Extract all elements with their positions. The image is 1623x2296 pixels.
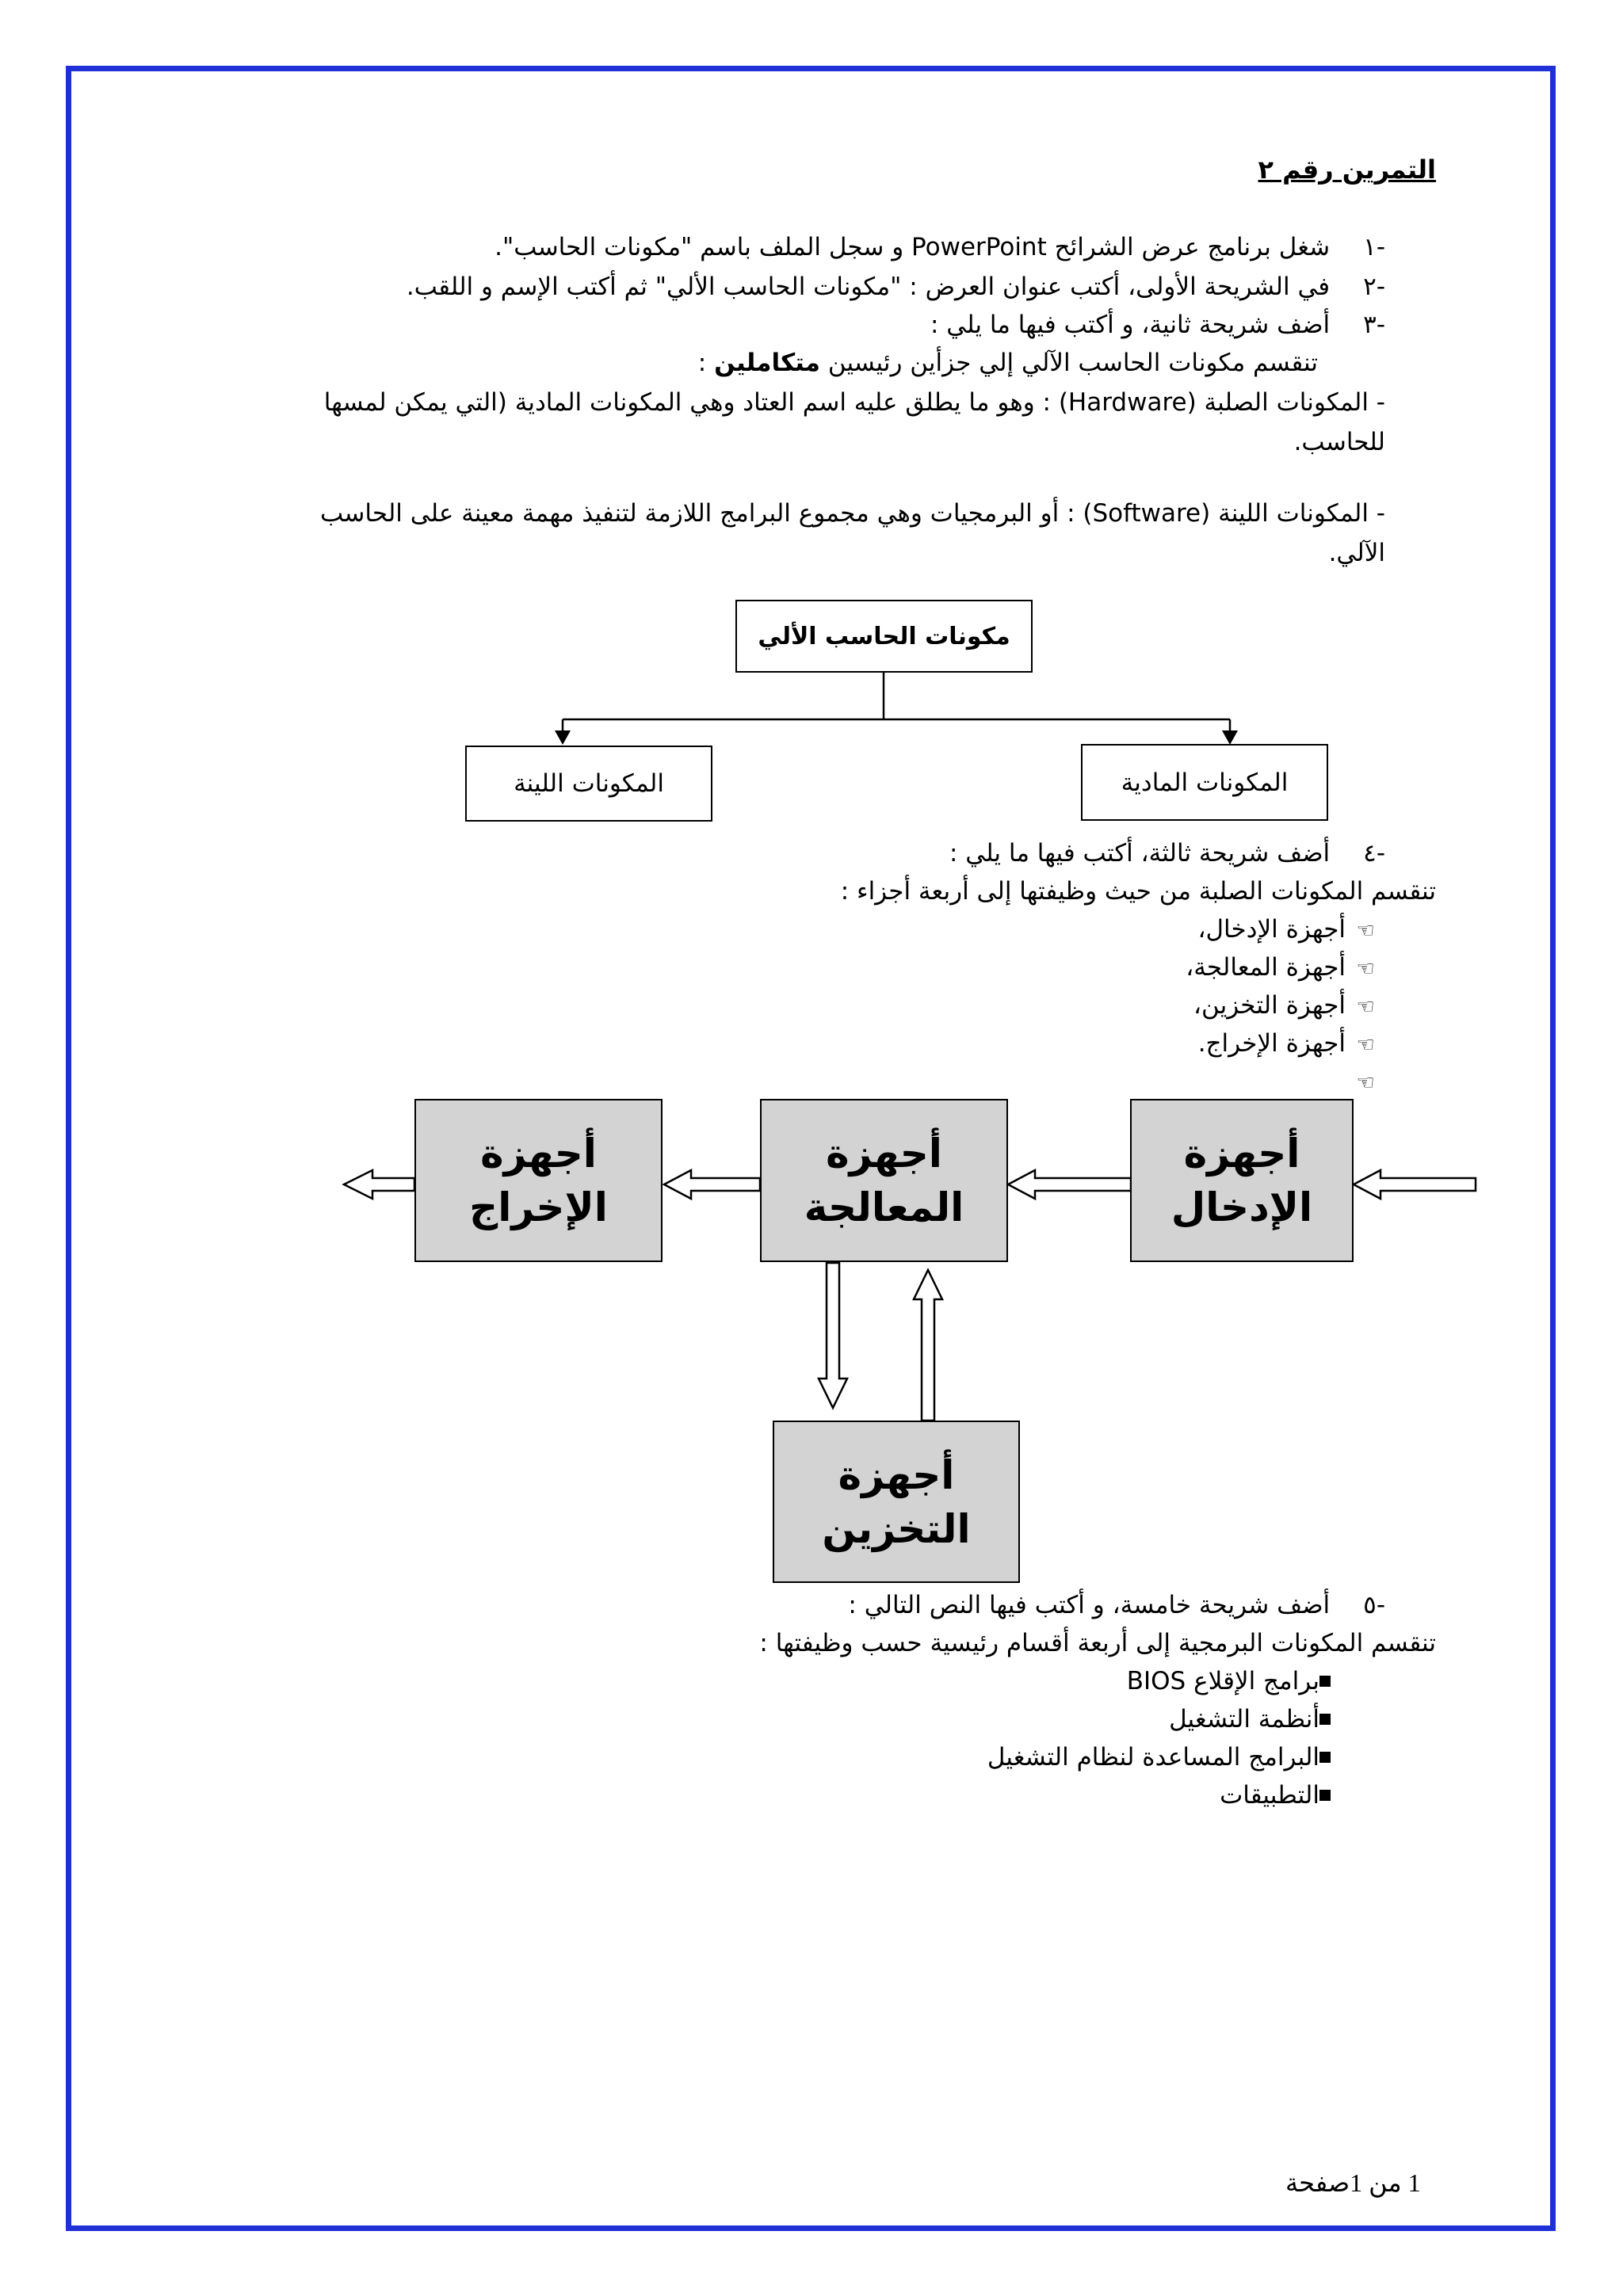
step-number: -٥ <box>1363 1591 1385 1619</box>
arrow-processing-to-output <box>664 1170 760 1199</box>
software-line-1: - المكونات اللينة (Software) : أو البرمجيات وهي مجموع البرامج اللازمة لتنفيذ مهمة معينة على الحاسب <box>319 499 1385 528</box>
software-line-2: الآلي. <box>1328 539 1385 567</box>
step-text: أضف شريحة ثانية، و أكتب فيها ما يلي : <box>930 311 1331 339</box>
pointing-hand-icon: ☜ <box>1356 1071 1375 1095</box>
page-footer: 1 من 1صفحة <box>1285 2168 1421 2197</box>
list-item: برامج الإقلاع BIOS <box>1127 1664 1350 1699</box>
list-item: ☜أجهزة الإدخال، <box>1198 912 1386 948</box>
intro-line: تنقسم مكونات الحاسب الآلي إلي جزأين رئيسين متكاملين : <box>697 349 1318 377</box>
storage-devices-box: أجهزة التخزين <box>773 1421 1020 1583</box>
hardware-line-1: - المكونات الصلبة (Hardware) : وهو ما يطلق عليه اسم العتاد وهي المكونات المادية (التي يمكن لمسها <box>323 388 1385 417</box>
exercise-title: التمرين رقم ٢ <box>1258 154 1436 185</box>
square-bullet-icon <box>1319 1790 1331 1801</box>
list-item: ☜أجهزة التخزين، <box>1193 988 1385 1024</box>
step-4 <box>949 836 1385 871</box>
list-item: ☜أجهزة المعالجة، <box>1186 950 1385 986</box>
step-text: أضف شريحة ثالثة، أكتب فيها ما يلي : <box>949 839 1331 868</box>
pointing-hand-icon: ☜ <box>1356 957 1375 981</box>
arrow-into-input <box>1354 1170 1476 1199</box>
intro-bold-word: متكاملين <box>714 349 820 377</box>
step-number: -١ <box>1363 233 1385 261</box>
hardware-line-2: للحاسب. <box>1293 428 1385 456</box>
step-text: في الشريحة الأولى، أكتب عنوان العرض : "مكونات الحاسب الألي" ثم أكتب الإسم و اللقب. <box>406 273 1331 301</box>
arrow-processing-to-storage <box>819 1263 847 1408</box>
pointing-hand-icon: ☜ <box>1356 1033 1375 1057</box>
arrow-down-right <box>1222 730 1238 745</box>
list-item: التطبيقات <box>1220 1778 1350 1813</box>
step-number: -٤ <box>1363 839 1385 868</box>
square-bullet-icon <box>1319 1752 1331 1763</box>
list-item: ☜أجهزة الإخراج. <box>1198 1026 1385 1062</box>
software-components-box: المكونات اللينة <box>465 746 712 822</box>
list-item: أنظمة التشغيل <box>1169 1702 1350 1737</box>
hardware-components-box: المكونات المادية <box>1081 744 1328 821</box>
pointing-hand-icon: ☜ <box>1356 995 1375 1019</box>
step-5-intro: تنقسم المكونات البرمجية إلى أربعة أقسام رئيسية حسب وظيفتها : <box>759 1629 1436 1657</box>
step-4-intro: تنقسم المكونات الصلبة من حيث وظيفتها إلى أربعة أجزاء : <box>840 877 1436 906</box>
step-number: -٢ <box>1363 273 1385 301</box>
arrow-from-output <box>344 1170 414 1199</box>
tree-connector-lines <box>0 0 1623 871</box>
input-devices-box: أجهزة الإدخال <box>1130 1099 1354 1262</box>
step-text: شغل برنامج عرض الشرائح PowerPoint و سجل الملف باسم "مكونات الحاسب". <box>495 233 1331 261</box>
step-text: أضف شريحة خامسة، و أكتب فيها النص التالي : <box>848 1591 1331 1619</box>
arrow-storage-to-processing <box>914 1270 942 1421</box>
square-bullet-icon <box>1319 1676 1331 1687</box>
pointing-hand-icon: ☜ <box>1356 919 1375 943</box>
list-item: البرامج المساعدة لنظام التشغيل <box>987 1740 1350 1775</box>
step-number: -٣ <box>1363 311 1385 339</box>
arrow-input-to-processing <box>1008 1170 1131 1199</box>
step-5 <box>848 1588 1385 1623</box>
diagram-root-box: مكونات الحاسب الألي <box>735 600 1033 673</box>
output-devices-box: أجهزة الإخراج <box>414 1099 663 1262</box>
square-bullet-icon <box>1319 1714 1331 1725</box>
processing-devices-box: أجهزة المعالجة <box>760 1099 1008 1262</box>
arrow-down-left <box>555 730 571 745</box>
